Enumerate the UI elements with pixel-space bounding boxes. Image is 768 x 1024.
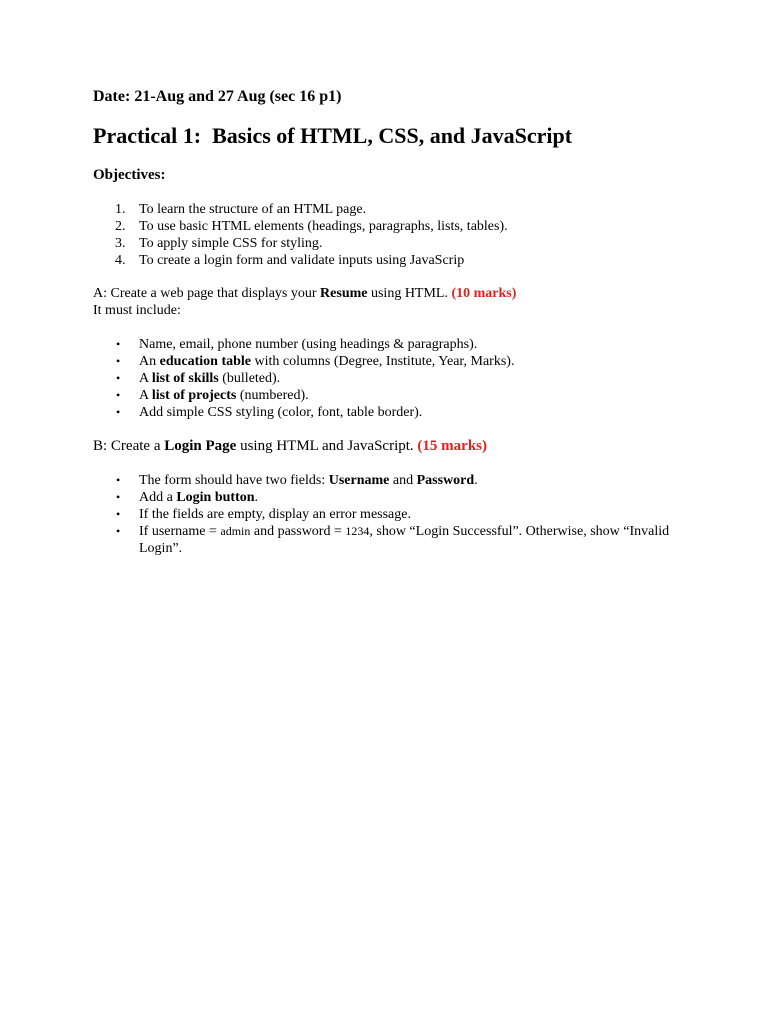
list-item-bold: Password [416, 473, 475, 488]
list-item-code: 1234 [345, 524, 370, 538]
list-item-text: To apply simple CSS for styling. [139, 236, 323, 251]
list-item [93, 506, 713, 523]
list-item-text: Add simple CSS styling (color, font, table border). [139, 405, 423, 420]
list-item-text: Name, email, phone number (using headings & paragraphs). [139, 337, 478, 352]
section-b-marks: (15 marks) [417, 438, 487, 454]
bullet-icon: • [116, 507, 121, 521]
list-item-bold: list of projects [151, 388, 237, 403]
bullet-icon: • [116, 388, 121, 402]
section-a-marks: (10 marks) [451, 286, 517, 301]
document-page [93, 86, 713, 557]
objectives-heading: Objectives: [93, 167, 166, 183]
list-item-text: (numbered). [236, 388, 309, 403]
list-item [93, 489, 713, 506]
list-number: 3. [115, 236, 126, 251]
list-item [93, 235, 713, 252]
list-number: 2. [115, 219, 126, 234]
list-item [93, 472, 713, 489]
list-item [93, 353, 713, 370]
list-item [93, 404, 713, 421]
list-item-text: and password = [250, 524, 346, 539]
section-a-intro [93, 285, 713, 319]
list-item-code: admin [220, 524, 251, 538]
list-number: 1. [115, 202, 126, 217]
list-item [93, 387, 713, 404]
list-item [93, 201, 713, 218]
section-b-text-2: using HTML and JavaScript. [236, 438, 418, 454]
list-item-text: A [139, 388, 152, 403]
list-item-text: To use basic HTML elements (headings, paragraphs, lists, tables). [139, 219, 508, 234]
list-number: 4. [115, 253, 126, 268]
list-item-text: (bulleted). [218, 371, 281, 386]
list-item-bold: education table [159, 354, 252, 369]
list-item-text: If the fields are empty, display an error message. [139, 507, 411, 522]
bullet-icon: • [116, 473, 121, 487]
bullet-icon: • [116, 490, 121, 504]
section-b-bold-login-page: Login Page [164, 438, 237, 454]
section-a-text-2: using HTML. [367, 286, 452, 301]
section-a-bold-resume: Resume [320, 286, 368, 301]
list-item-text: To learn the structure of an HTML page. [139, 202, 367, 217]
list-item-text: The form should have two fields: [139, 473, 329, 488]
list-item-text: and [389, 473, 417, 488]
date-line: Date: 21-Aug and 27 Aug (sec 16 p1) [93, 88, 342, 105]
page-title: Practical 1: Basics of HTML, CSS, and JavaScript [93, 123, 573, 148]
list-item [93, 336, 713, 353]
section-b-list [93, 472, 713, 557]
list-item-text: with columns (Degree, Institute, Year, Marks). [251, 354, 515, 369]
section-a-text: A: Create a web page that displays your [93, 286, 321, 301]
list-item-text: . [474, 473, 478, 488]
section-b-intro [93, 437, 713, 456]
section-a-line2: It must include: [93, 303, 181, 318]
bullet-icon: • [116, 337, 121, 351]
section-a-list [93, 336, 713, 421]
list-item-text: An [139, 354, 160, 369]
bullet-icon: • [116, 405, 121, 419]
objectives-list [93, 201, 713, 269]
list-item-text: A [139, 371, 152, 386]
bullet-icon: • [116, 524, 121, 538]
list-item-text: To create a login form and validate inputs using JavaScrip [139, 253, 465, 268]
list-item-bold: list of skills [151, 371, 219, 386]
list-item-text: , show “Login Successful”. Otherwise, show “Invalid Login”. [139, 524, 670, 556]
section-b-text: B: Create a [93, 438, 165, 454]
list-item [93, 523, 713, 557]
bullet-icon: • [116, 371, 121, 385]
bullet-icon: • [116, 354, 121, 368]
list-item-bold: Username [328, 473, 390, 488]
list-item-bold: Login button [176, 490, 255, 505]
list-item [93, 252, 713, 269]
list-item-text: . [254, 490, 259, 505]
list-item [93, 218, 713, 235]
list-item-text: If username = [139, 524, 221, 539]
list-item [93, 370, 713, 387]
list-item-text: Add a [139, 490, 177, 505]
